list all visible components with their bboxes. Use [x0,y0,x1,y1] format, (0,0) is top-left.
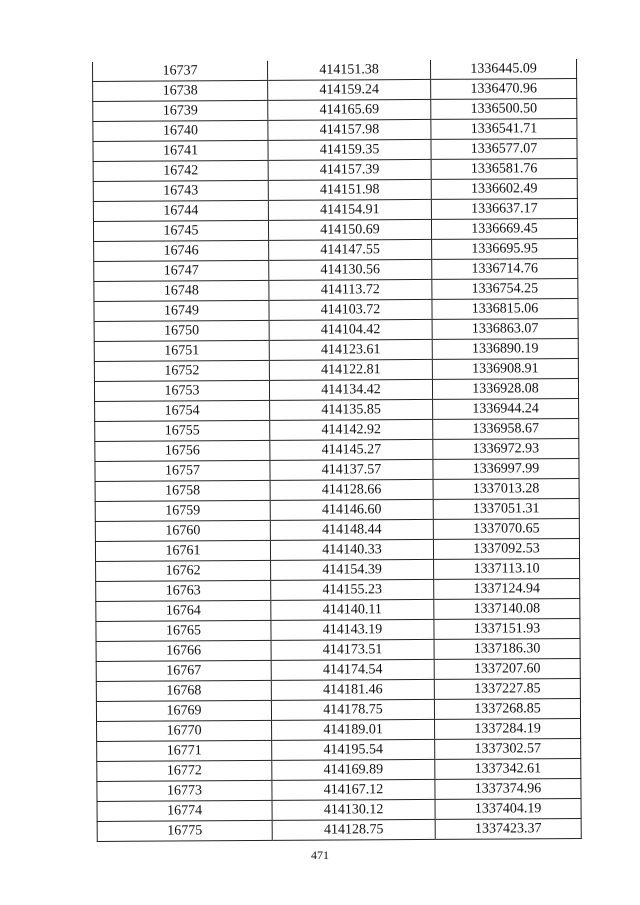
table-row [93,119,577,142]
y-coordinate-cell: 1336669.45 [431,219,577,240]
point-number-cell: 16774 [97,800,272,821]
y-coordinate-cell: 1336958.67 [433,419,579,440]
table-row [94,319,578,342]
x-coordinate-cell: 414159.24 [268,79,431,100]
x-coordinate-cell: 414150.69 [268,219,431,240]
x-coordinate-cell: 414104.42 [269,319,432,340]
y-coordinate-cell: 1336754.25 [432,279,578,300]
point-number-cell: 16770 [97,720,272,741]
table-row [95,439,579,462]
table-row [96,679,580,702]
x-coordinate-cell: 414154.91 [268,199,431,220]
point-number-cell: 16768 [96,680,271,701]
x-coordinate-cell: 414113.72 [269,279,432,300]
table-row [93,179,577,202]
point-number-cell: 16751 [94,340,269,361]
x-coordinate-cell: 414181.46 [271,679,434,700]
y-coordinate-cell: 1336972.93 [433,439,579,460]
table-row [93,99,577,122]
x-coordinate-cell: 414189.01 [272,719,435,740]
table-row [96,559,580,582]
table-row [95,519,579,542]
x-coordinate-cell: 414123.61 [269,339,432,360]
y-coordinate-cell: 1336908.91 [432,359,578,380]
x-coordinate-cell: 414143.19 [271,619,434,640]
y-coordinate-cell: 1337284.19 [435,719,581,740]
point-number-cell: 16765 [96,620,271,641]
table-row [94,259,578,282]
x-coordinate-cell: 414173.51 [271,639,434,660]
x-coordinate-cell: 414167.12 [272,779,435,800]
x-coordinate-cell: 414178.75 [271,699,434,720]
table-row [96,659,580,682]
point-number-cell: 16760 [95,520,270,541]
point-number-cell: 16738 [93,80,268,101]
point-number-cell: 16743 [93,180,268,201]
point-number-cell: 16742 [93,160,268,181]
point-number-cell: 16752 [94,360,269,381]
x-coordinate-cell: 414165.69 [268,99,431,120]
point-number-cell: 16769 [96,700,271,721]
point-number-cell: 16762 [96,560,271,581]
table-row [94,279,578,302]
x-coordinate-cell: 414159.35 [268,139,431,160]
x-coordinate-cell: 414134.42 [269,379,432,400]
table-row [97,759,581,782]
point-number-cell: 16766 [96,640,271,661]
y-coordinate-cell: 1337302.57 [435,739,581,760]
point-number-cell: 16773 [97,780,272,801]
x-coordinate-cell: 414122.81 [269,359,432,380]
point-number-cell: 16767 [96,660,271,681]
y-coordinate-cell: 1336944.24 [433,399,579,420]
y-coordinate-cell: 1337092.53 [433,539,579,560]
point-number-cell: 16761 [95,540,270,561]
table-row [93,139,577,162]
y-coordinate-cell: 1336581.76 [431,159,577,180]
y-coordinate-cell: 1337186.30 [434,639,580,660]
point-number-cell: 16745 [93,220,268,241]
table-row [93,79,577,102]
table-row [93,219,577,242]
table-row [92,59,576,81]
y-coordinate-cell: 1336470.96 [431,79,577,100]
y-coordinate-cell: 1337013.28 [433,479,579,500]
y-coordinate-cell: 1336445.09 [430,59,576,79]
x-coordinate-cell: 414148.44 [270,519,433,540]
table-row [96,579,580,602]
point-number-cell: 16739 [93,100,268,121]
y-coordinate-cell: 1337140.08 [434,599,580,620]
x-coordinate-cell: 414195.54 [272,739,435,760]
table-row [97,819,581,842]
table-row [94,299,578,322]
x-coordinate-cell: 414154.39 [271,559,434,580]
point-number-cell: 16764 [96,600,271,621]
y-coordinate-cell: 1337070.65 [433,519,579,540]
table-row [93,159,577,182]
x-coordinate-cell: 414169.89 [272,759,435,780]
table-row [97,739,581,762]
x-coordinate-cell: 414130.12 [272,799,435,820]
x-coordinate-cell: 414135.85 [270,399,433,420]
y-coordinate-cell: 1337113.10 [434,559,580,580]
x-coordinate-cell: 414151.98 [268,179,431,200]
point-number-cell: 16755 [95,420,270,441]
y-coordinate-cell: 1336863.07 [432,319,578,340]
table-row [97,779,581,802]
y-coordinate-cell: 1337124.94 [434,579,580,600]
x-coordinate-cell: 414146.60 [270,499,433,520]
point-number-cell: 16757 [95,460,270,481]
table-row [94,379,578,402]
table-row [96,639,580,662]
y-coordinate-cell: 1336928.08 [432,379,578,400]
y-coordinate-cell: 1336714.76 [432,259,578,280]
y-coordinate-cell: 1337342.61 [435,759,581,780]
point-number-cell: 16756 [95,440,270,461]
table-row [94,359,578,382]
y-coordinate-cell: 1336890.19 [432,339,578,360]
table-row [95,419,579,442]
x-coordinate-cell: 414155.23 [271,579,434,600]
y-coordinate-cell: 1336541.71 [431,119,577,140]
table-row [95,459,579,482]
y-coordinate-cell: 1336695.95 [432,239,578,260]
point-number-cell: 16741 [93,140,268,161]
point-number-cell: 16746 [94,240,269,261]
table-row [94,339,578,362]
point-number-cell: 16753 [94,380,269,401]
x-coordinate-cell: 414140.33 [270,539,433,560]
point-number-cell: 16749 [94,300,269,321]
table-row [97,799,581,822]
table-row [96,699,580,722]
x-coordinate-cell: 414128.75 [272,819,435,840]
point-number-cell: 16754 [95,400,270,421]
point-number-cell: 16771 [97,740,272,761]
point-number-cell: 16763 [96,580,271,601]
x-coordinate-cell: 414145.27 [270,439,433,460]
x-coordinate-cell: 414128.66 [270,479,433,500]
point-number-cell: 16744 [93,200,268,221]
y-coordinate-cell: 1336500.50 [431,99,577,120]
table-row [95,399,579,422]
table-row [96,619,580,642]
x-coordinate-cell: 414157.98 [268,119,431,140]
x-coordinate-cell: 414140.11 [271,599,434,620]
table-row [96,599,580,622]
x-coordinate-cell: 414174.54 [271,659,434,680]
x-coordinate-cell: 414137.57 [270,459,433,480]
y-coordinate-cell: 1337051.31 [433,499,579,520]
x-coordinate-cell: 414130.56 [269,259,432,280]
y-coordinate-cell: 1336997.99 [433,459,579,480]
y-coordinate-cell: 1337227.85 [434,679,580,700]
y-coordinate-cell: 1336577.07 [431,139,577,160]
x-coordinate-cell: 414142.92 [270,419,433,440]
point-number-cell: 16740 [93,120,268,141]
table-row [95,499,579,522]
point-number-cell: 16775 [97,820,272,841]
point-number-cell: 16758 [95,480,270,501]
y-coordinate-cell: 1336602.49 [431,179,577,200]
table-row [94,239,578,262]
point-number-cell: 16748 [94,280,269,301]
point-number-cell: 16737 [92,61,267,82]
y-coordinate-cell: 1337268.85 [434,699,580,720]
y-coordinate-cell: 1337404.19 [435,799,581,820]
point-number-cell: 16772 [97,760,272,781]
table-row [95,479,579,502]
point-number-cell: 16747 [94,260,269,281]
x-coordinate-cell: 414147.55 [269,239,432,260]
point-number-cell: 16750 [94,320,269,341]
x-coordinate-cell: 414151.38 [267,60,430,80]
x-coordinate-cell: 414103.72 [269,299,432,320]
y-coordinate-cell: 1336637.17 [431,199,577,220]
coordinate-table [92,59,582,842]
point-number-cell: 16759 [95,500,270,521]
table-row [97,719,581,742]
y-coordinate-cell: 1337151.93 [434,619,580,640]
y-coordinate-cell: 1336815.06 [432,299,578,320]
coordinate-table-body [92,59,581,841]
y-coordinate-cell: 1337207.60 [434,659,580,680]
table-row [95,539,579,562]
x-coordinate-cell: 414157.39 [268,159,431,180]
table-row [93,199,577,222]
page-number: 471 [311,848,329,862]
y-coordinate-cell: 1337374.96 [435,779,581,800]
y-coordinate-cell: 1337423.37 [435,819,581,840]
